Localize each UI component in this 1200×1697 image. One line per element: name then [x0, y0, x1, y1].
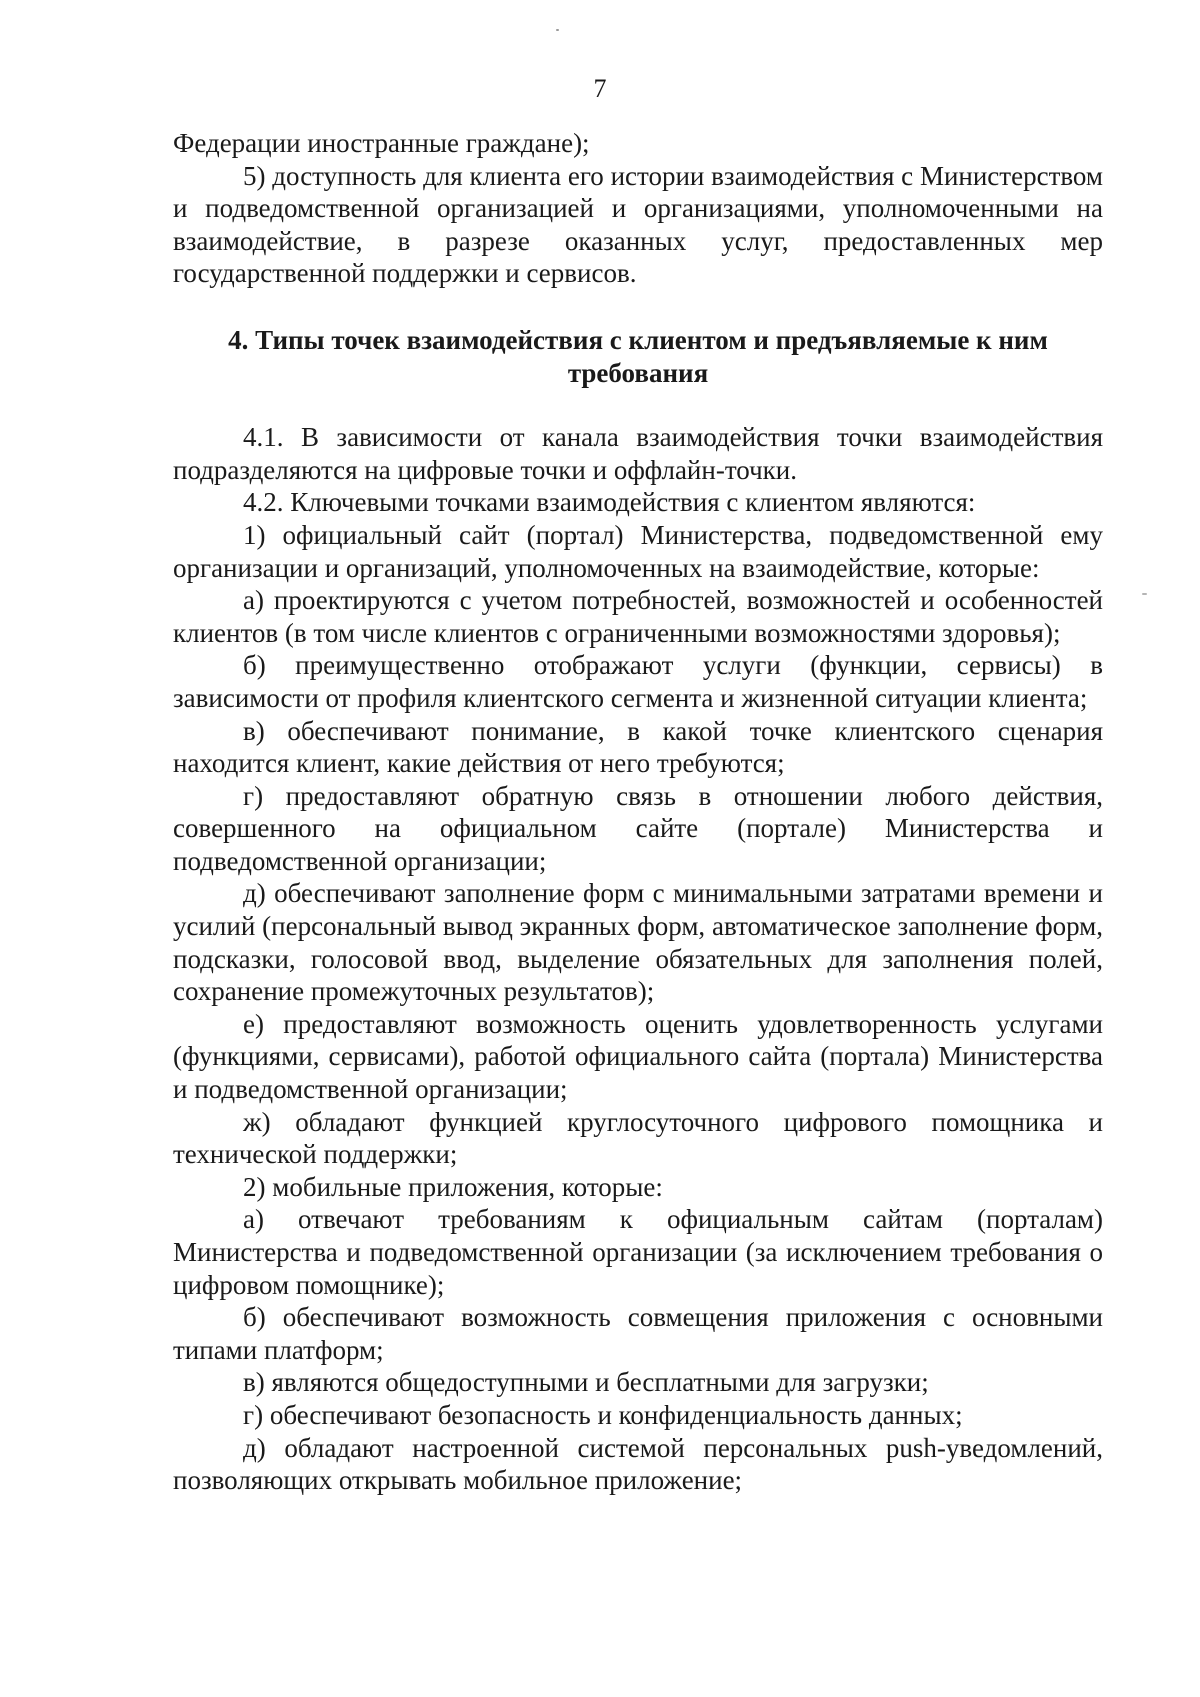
- list-subitem: в) являются общедоступными и бесплатными для загрузки;: [243, 1367, 929, 1398]
- list-subitem: д) обеспечивают заполнение форм с минимальными затратами времени и усилий (персональный вывод экранных форм, автоматическое заполнение форм, подсказки, голосовой ввод, выделение обязательных для заполнения полей, сохранение промежуточных результатов);: [173, 878, 1103, 1007]
- list-subitem: г) предоставляют обратную связь в отношении любого действия, совершенного на официальном сайте (портале) Министерства и подведомственной организации;: [173, 780, 1103, 876]
- list-subitem: а) проектируются с учетом потребностей, возможностей и особенностей клиентов (в том числе клиентов с ограниченными возможностями здоровья);: [173, 585, 1103, 648]
- list-subitem: е) предоставляют возможность оценить удовлетворенность услугами (функциями, сервисами), работой официального сайта (портала) Министерства и подведомственной организации;: [173, 1008, 1103, 1105]
- list-item: 2) мобильные приложения, которые:: [243, 1171, 663, 1202]
- document-body: [173, 127, 1103, 1497]
- page-number: 7: [593, 74, 607, 103]
- paragraph: 4.1. В зависимости от канала взаимодействия точки взаимодействия подразделяются на цифровые точки и оффлайн-точки.: [173, 422, 1103, 485]
- list-subitem: в) обеспечивают понимание, в какой точке клиентского сценария находится клиент, какие действия от него требуются;: [173, 715, 1103, 779]
- list-subitem: ж) обладают функцией круглосуточного цифрового помощника и технической поддержки;: [173, 1106, 1103, 1170]
- paragraph: 4.2. Ключевыми точками взаимодействия с клиентом являются:: [243, 487, 976, 518]
- paragraph: 5) доступность для клиента его истории взаимодействия с Министерством и подведомственной организацией и организациями, уполномоченными на взаимодействие, в разрезе оказанных услуг, предоставленных мер государственной поддержки и сервисов.: [173, 160, 1103, 289]
- paragraph: Федерации иностранные граждане);: [173, 128, 590, 158]
- list-subitem: б) преимущественно отображают услуги (функции, сервисы) в зависимости от профиля клиентского сегмента и жизненной ситуации клиента;: [173, 650, 1103, 713]
- scan-artifact: [1142, 593, 1147, 595]
- list-subitem: а) отвечают требованиям к официальным сайтам (порталам) Министерства и подведомственной организации (за исключением требования о цифровом помощнике);: [173, 1204, 1103, 1300]
- list-subitem: г) обеспечивают безопасность и конфиденциальность данных;: [243, 1399, 963, 1430]
- list-item: 1) официальный сайт (портал) Министерства, подведомственной ему организации и организаций, уполномоченных на взаимодействие, которые:: [173, 519, 1103, 583]
- list-subitem: б) обеспечивают возможность совмещения приложения с основными типами платформ;: [173, 1302, 1103, 1365]
- list-subitem: д) обладают настроенной системой персональных push-уведомлений, позволяющих открывать мобильное приложение;: [173, 1432, 1103, 1496]
- section-heading: 4. Типы точек взаимодействия с клиентом и предъявляемые к ним требования: [228, 324, 1048, 388]
- scan-artifact: [556, 29, 559, 31]
